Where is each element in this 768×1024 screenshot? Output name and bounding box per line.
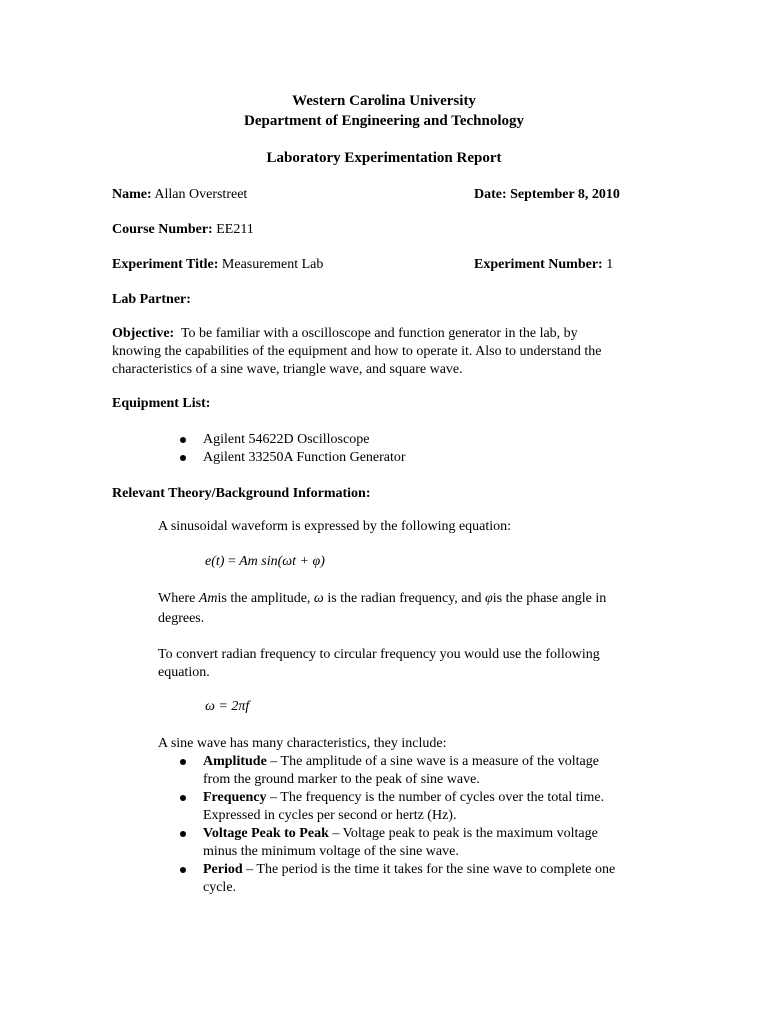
course-value: EE211 xyxy=(216,222,254,237)
characteristic-item xyxy=(203,861,615,879)
where-text-2: is the amplitude, xyxy=(217,591,311,606)
theory-label: Relevant Theory/Background Information: xyxy=(112,486,371,501)
objective-text-1: To be familiar with a oscilloscope and function generator in the lab, by xyxy=(180,326,578,341)
lab-partner-label: Lab Partner: xyxy=(112,292,191,307)
experiment-number-field xyxy=(474,256,613,274)
characteristic-item xyxy=(203,789,604,807)
experiment-title-field xyxy=(112,256,323,274)
symbol-am: Am xyxy=(198,591,218,606)
bullet-icon xyxy=(180,795,186,801)
characteristic-dash: – xyxy=(242,862,257,877)
bullet-icon xyxy=(180,831,186,837)
characteristic-item xyxy=(203,753,599,771)
characteristic-item xyxy=(203,825,598,843)
convert-line-2: equation. xyxy=(158,665,210,680)
characteristic-continuation: cycle. xyxy=(203,880,237,895)
where-text-1: Where xyxy=(158,591,196,606)
course-field xyxy=(112,221,254,239)
symbol-phi: φ xyxy=(485,591,493,606)
characteristic-dash: – xyxy=(266,790,281,805)
name-field xyxy=(112,186,247,204)
characteristic-dash: – xyxy=(328,826,343,841)
where-line-2: degrees. xyxy=(158,611,205,626)
equipment-item: Agilent 33250A Function Generator xyxy=(203,450,406,465)
characteristic-text: Voltage peak to peak is the maximum voltage xyxy=(342,826,598,841)
characteristic-continuation: from the ground marker to the peak of sine wave. xyxy=(203,772,480,787)
equipment-label: Equipment List: xyxy=(112,396,211,411)
convert-line-1: To convert radian frequency to circular frequency you would use the following xyxy=(158,647,600,662)
characteristic-term: Voltage Peak to Peak xyxy=(203,826,329,841)
where-text-3: is the radian frequency, and xyxy=(327,591,482,606)
equation-sinusoid xyxy=(205,553,325,571)
experiment-title-value: Measurement Lab xyxy=(221,257,324,272)
equation-rhs: Am sin(ωt + φ) xyxy=(239,554,325,569)
course-label: Course Number: xyxy=(112,222,213,237)
experiment-title-label: Experiment Title: xyxy=(112,257,219,272)
university-name: Western Carolina University xyxy=(292,93,476,109)
theory-intro: A sinusoidal waveform is expressed by the following equation: xyxy=(158,519,512,534)
characteristic-text: The amplitude of a sine wave is a measure of the voltage xyxy=(280,754,599,769)
bullet-icon xyxy=(180,867,186,873)
characteristic-text: The frequency is the number of cycles over the total time. xyxy=(280,790,605,805)
equation-equals: = xyxy=(227,554,236,569)
characteristic-term: Frequency xyxy=(203,790,267,805)
bullet-icon xyxy=(180,437,186,443)
characteristic-text: The period is the time it takes for the sine wave to complete one xyxy=(256,862,616,877)
objective-line-1 xyxy=(112,325,578,343)
bullet-icon xyxy=(180,759,186,765)
bullet-icon xyxy=(180,455,186,461)
objective-line-3: characteristics of a sine wave, triangle wave, and square wave. xyxy=(112,362,463,377)
characteristic-term: Amplitude xyxy=(203,754,267,769)
experiment-number-value: 1 xyxy=(606,257,614,272)
name-value: Allan Overstreet xyxy=(154,187,248,202)
equipment-item: Agilent 54622D Oscilloscope xyxy=(203,432,370,447)
characteristic-continuation: minus the minimum voltage of the sine wave. xyxy=(203,844,459,859)
symbol-omega: ω xyxy=(313,591,324,606)
characteristic-dash: – xyxy=(266,754,281,769)
where-text-4: is the phase angle in xyxy=(492,591,607,606)
name-label: Name: xyxy=(112,187,152,202)
equation-lhs: e(t) xyxy=(205,554,225,569)
report-title: Laboratory Experimentation Report xyxy=(266,150,502,166)
characteristic-term: Period xyxy=(203,862,243,877)
characteristics-intro: A sine wave has many characteristics, they include: xyxy=(158,736,447,751)
date-field: Date: September 8, 2010 xyxy=(474,187,620,202)
objective-line-2: knowing the capabilities of the equipment and how to operate it. Also to understand the xyxy=(112,344,602,359)
characteristic-continuation: Expressed in cycles per second or hertz (Hz). xyxy=(203,808,457,823)
experiment-number-label: Experiment Number: xyxy=(474,257,603,272)
department-name: Department of Engineering and Technology xyxy=(243,113,525,129)
where-line-1 xyxy=(158,590,606,608)
objective-label: Objective: xyxy=(112,326,175,341)
equation-omega: ω = 2πf xyxy=(205,699,250,714)
